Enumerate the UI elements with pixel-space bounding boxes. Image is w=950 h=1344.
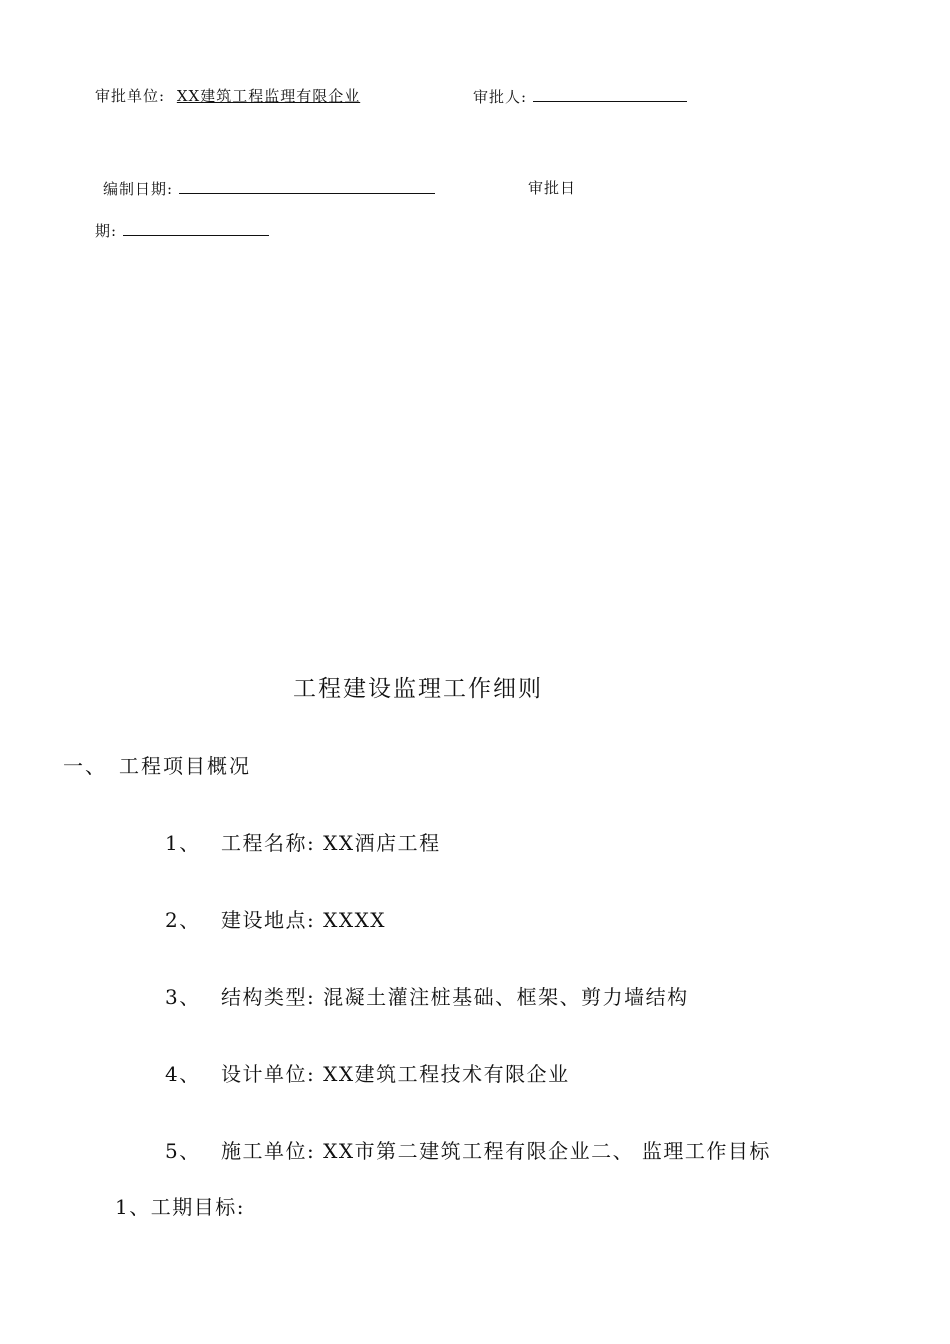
approve-date-label-part2: 期:	[95, 222, 118, 240]
approve-date-line	[95, 219, 269, 241]
item-number: 5、	[165, 1139, 201, 1163]
section-title: 工程项目概况	[119, 754, 251, 778]
item-number: 1、	[165, 831, 201, 855]
approve-unit-value: XX建筑工程监理有限企业	[176, 87, 361, 105]
approver-label: 审批人:	[473, 88, 528, 106]
item-text: 设计单位: XX建筑工程技术有限企业	[221, 1062, 570, 1086]
item-text: 工程名称: XX酒店工程	[221, 831, 441, 855]
approve-date-blank	[123, 219, 269, 236]
sub-item: 1、工期目标:	[115, 1195, 245, 1219]
compile-date-blank	[179, 177, 435, 194]
list-item	[165, 1058, 570, 1087]
item-number: 3、	[165, 985, 201, 1009]
item-text: 结构类型: 混凝土灌注桩基础、框架、剪力墙结构	[221, 985, 689, 1009]
item-text: 建设地点: XXXX	[221, 908, 387, 932]
list-item	[165, 827, 441, 856]
compile-date-label: 编制日期:	[103, 180, 174, 198]
item-number: 2、	[165, 908, 201, 932]
approver-line	[473, 85, 687, 107]
approver-blank	[533, 85, 687, 102]
approve-unit-label: 审批单位:	[95, 87, 166, 105]
list-item	[165, 1135, 771, 1164]
section-number: 一、	[63, 754, 107, 778]
item-text: 施工单位: XX市第二建筑工程有限企业二、 监理工作目标	[221, 1139, 771, 1163]
item-number: 4、	[165, 1062, 201, 1086]
list-item	[165, 981, 689, 1010]
document-title: 工程建设监理工作细则	[293, 676, 543, 702]
section-heading	[63, 750, 251, 779]
approve-date-label-part1: 审批日	[528, 179, 577, 197]
approve-unit-line	[95, 85, 360, 106]
list-item	[165, 904, 386, 933]
compile-date-line	[103, 177, 435, 199]
